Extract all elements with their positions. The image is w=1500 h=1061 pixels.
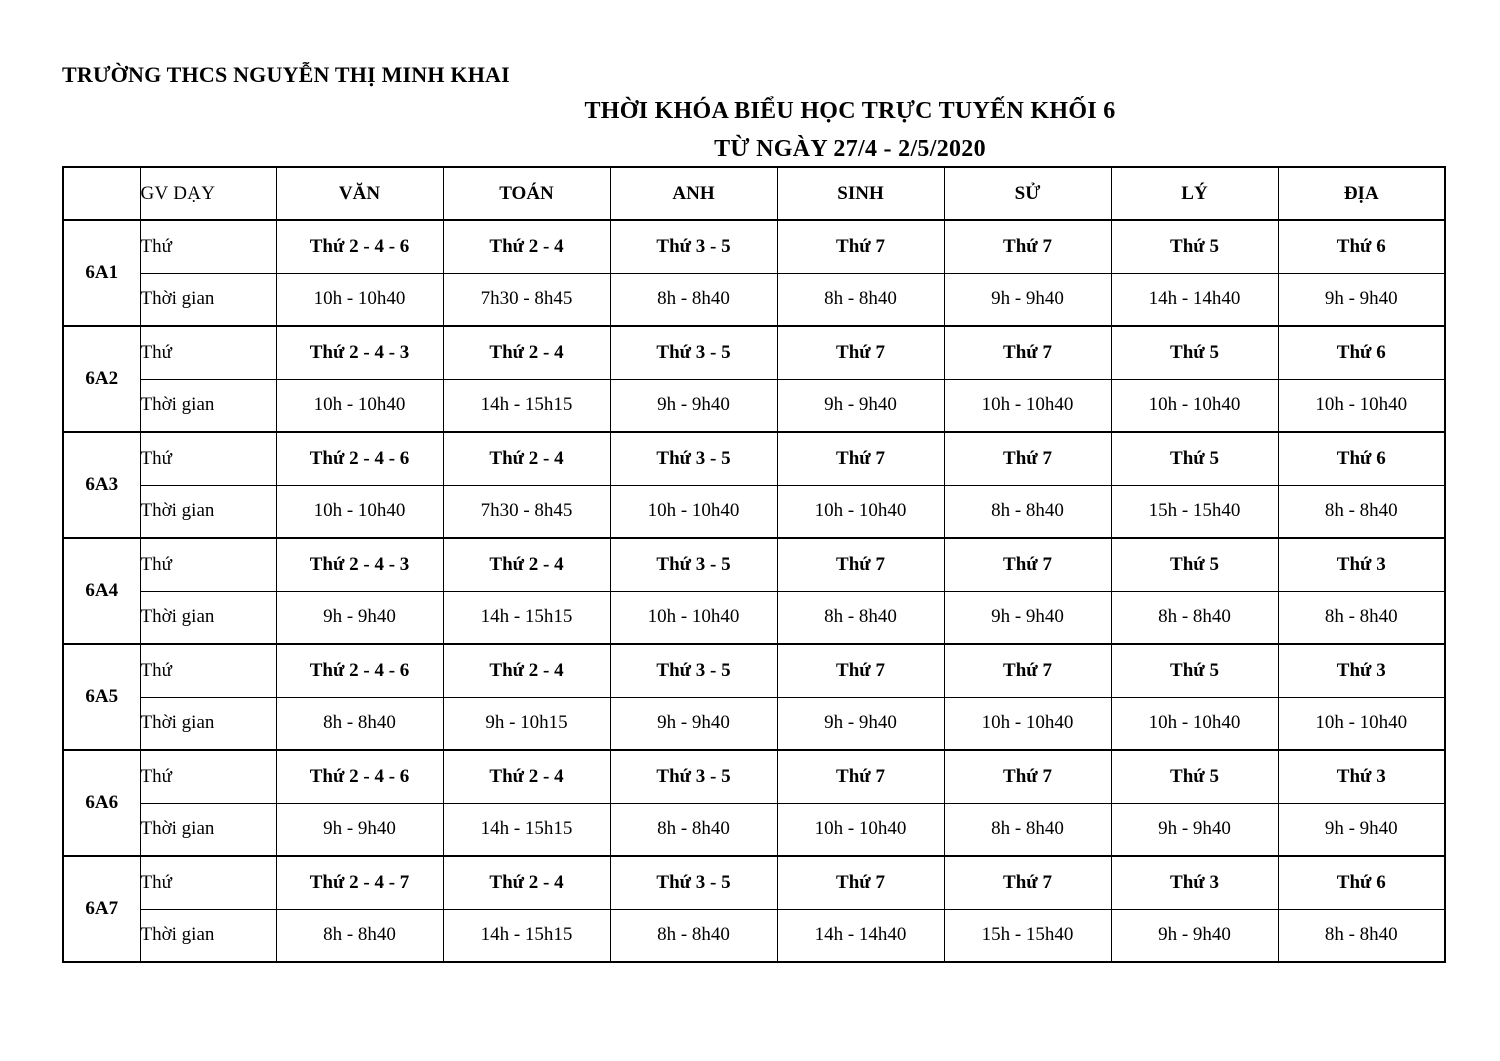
cell-time-6a1-7: 9h - 9h40 xyxy=(1278,273,1445,326)
cell-day-6a6-7: Thứ 3 xyxy=(1278,750,1445,803)
row-label-day: Thứ xyxy=(140,750,276,803)
header-corner-cell xyxy=(63,167,140,220)
table-row xyxy=(63,644,1445,697)
schedule-table-wrapper xyxy=(62,166,1445,963)
row-label-time: Thời gian xyxy=(140,591,276,644)
cell-time-6a7-7: 8h - 8h40 xyxy=(1278,909,1445,962)
table-row xyxy=(63,432,1445,485)
class-label-6a2: 6A2 xyxy=(63,326,140,432)
cell-time-6a5-7: 10h - 10h40 xyxy=(1278,697,1445,750)
class-label-6a1: 6A1 xyxy=(63,220,140,326)
class-label-6a4: 6A4 xyxy=(63,538,140,644)
row-label-time: Thời gian xyxy=(140,485,276,538)
header-subject-5: SỬ xyxy=(944,167,1111,220)
header-subject-7: ĐỊA xyxy=(1278,167,1445,220)
cell-day-6a7-4: Thứ 7 xyxy=(777,856,944,909)
cell-day-6a6-6: Thứ 5 xyxy=(1111,750,1278,803)
cell-time-6a3-7: 8h - 8h40 xyxy=(1278,485,1445,538)
cell-day-6a1-4: Thứ 7 xyxy=(777,220,944,273)
cell-time-6a6-7: 9h - 9h40 xyxy=(1278,803,1445,856)
cell-time-6a3-3: 10h - 10h40 xyxy=(610,485,777,538)
cell-time-6a3-6: 15h - 15h40 xyxy=(1111,485,1278,538)
cell-time-6a5-6: 10h - 10h40 xyxy=(1111,697,1278,750)
cell-time-6a7-6: 9h - 9h40 xyxy=(1111,909,1278,962)
cell-time-6a2-3: 9h - 9h40 xyxy=(610,379,777,432)
cell-day-6a6-4: Thứ 7 xyxy=(777,750,944,803)
cell-day-6a2-6: Thứ 5 xyxy=(1111,326,1278,379)
cell-time-6a5-1: 8h - 8h40 xyxy=(276,697,443,750)
cell-day-6a1-6: Thứ 5 xyxy=(1111,220,1278,273)
cell-day-6a1-1: Thứ 2 - 4 - 6 xyxy=(276,220,443,273)
cell-day-6a5-3: Thứ 3 - 5 xyxy=(610,644,777,697)
table-row xyxy=(63,909,1445,962)
cell-time-6a2-1: 10h - 10h40 xyxy=(276,379,443,432)
row-label-day: Thứ xyxy=(140,538,276,591)
header-teacher-cell: GV DẠY xyxy=(140,167,276,220)
header-subject-2: TOÁN xyxy=(443,167,610,220)
cell-time-6a6-3: 8h - 8h40 xyxy=(610,803,777,856)
cell-day-6a3-3: Thứ 3 - 5 xyxy=(610,432,777,485)
header-subject-3: ANH xyxy=(610,167,777,220)
cell-day-6a7-5: Thứ 7 xyxy=(944,856,1111,909)
cell-day-6a5-7: Thứ 3 xyxy=(1278,644,1445,697)
cell-day-6a7-3: Thứ 3 - 5 xyxy=(610,856,777,909)
cell-time-6a7-4: 14h - 14h40 xyxy=(777,909,944,962)
cell-time-6a3-5: 8h - 8h40 xyxy=(944,485,1111,538)
cell-day-6a7-6: Thứ 3 xyxy=(1111,856,1278,909)
cell-time-6a6-2: 14h - 15h15 xyxy=(443,803,610,856)
cell-time-6a4-2: 14h - 15h15 xyxy=(443,591,610,644)
cell-day-6a7-1: Thứ 2 - 4 - 7 xyxy=(276,856,443,909)
cell-day-6a3-6: Thứ 5 xyxy=(1111,432,1278,485)
cell-day-6a5-6: Thứ 5 xyxy=(1111,644,1278,697)
table-row xyxy=(63,697,1445,750)
cell-day-6a3-4: Thứ 7 xyxy=(777,432,944,485)
cell-day-6a2-3: Thứ 3 - 5 xyxy=(610,326,777,379)
class-label-6a3: 6A3 xyxy=(63,432,140,538)
school-name: TRƯỜNG THCS NGUYỄN THỊ MINH KHAI xyxy=(62,62,510,87)
table-row xyxy=(63,856,1445,909)
cell-time-6a7-1: 8h - 8h40 xyxy=(276,909,443,962)
cell-day-6a2-5: Thứ 7 xyxy=(944,326,1111,379)
table-row xyxy=(63,326,1445,379)
table-row xyxy=(63,750,1445,803)
cell-day-6a5-4: Thứ 7 xyxy=(777,644,944,697)
cell-time-6a5-3: 9h - 9h40 xyxy=(610,697,777,750)
row-label-day: Thứ xyxy=(140,326,276,379)
class-label-6a7: 6A7 xyxy=(63,856,140,962)
cell-time-6a5-5: 10h - 10h40 xyxy=(944,697,1111,750)
cell-time-6a6-1: 9h - 9h40 xyxy=(276,803,443,856)
table-row xyxy=(63,379,1445,432)
table-row xyxy=(63,485,1445,538)
cell-day-6a5-2: Thứ 2 - 4 xyxy=(443,644,610,697)
cell-time-6a1-1: 10h - 10h40 xyxy=(276,273,443,326)
page-title: THỜI KHÓA BIỂU HỌC TRỰC TUYẾN KHỐI 6 xyxy=(584,98,1116,124)
table-row xyxy=(63,803,1445,856)
row-label-time: Thời gian xyxy=(140,379,276,432)
cell-time-6a4-6: 8h - 8h40 xyxy=(1111,591,1278,644)
cell-time-6a7-2: 14h - 15h15 xyxy=(443,909,610,962)
cell-day-6a6-5: Thứ 7 xyxy=(944,750,1111,803)
row-label-day: Thứ xyxy=(140,644,276,697)
row-label-day: Thứ xyxy=(140,856,276,909)
schedule-table xyxy=(62,166,1446,963)
table-row xyxy=(63,220,1445,273)
cell-day-6a2-4: Thứ 7 xyxy=(777,326,944,379)
cell-day-6a3-5: Thứ 7 xyxy=(944,432,1111,485)
cell-day-6a6-1: Thứ 2 - 4 - 6 xyxy=(276,750,443,803)
table-row xyxy=(63,538,1445,591)
cell-time-6a6-5: 8h - 8h40 xyxy=(944,803,1111,856)
title-block xyxy=(300,96,1400,164)
cell-day-6a5-1: Thứ 2 - 4 - 6 xyxy=(276,644,443,697)
cell-day-6a3-2: Thứ 2 - 4 xyxy=(443,432,610,485)
cell-time-6a2-7: 10h - 10h40 xyxy=(1278,379,1445,432)
row-label-day: Thứ xyxy=(140,432,276,485)
cell-time-6a5-2: 9h - 10h15 xyxy=(443,697,610,750)
cell-time-6a6-6: 9h - 9h40 xyxy=(1111,803,1278,856)
header-subject-6: LÝ xyxy=(1111,167,1278,220)
row-label-day: Thứ xyxy=(140,220,276,273)
cell-time-6a4-7: 8h - 8h40 xyxy=(1278,591,1445,644)
cell-time-6a4-3: 10h - 10h40 xyxy=(610,591,777,644)
cell-day-6a4-2: Thứ 2 - 4 xyxy=(443,538,610,591)
row-label-time: Thời gian xyxy=(140,909,276,962)
cell-day-6a4-4: Thứ 7 xyxy=(777,538,944,591)
cell-day-6a1-7: Thứ 6 xyxy=(1278,220,1445,273)
row-label-time: Thời gian xyxy=(140,803,276,856)
table-header-row xyxy=(63,167,1445,220)
cell-time-6a5-4: 9h - 9h40 xyxy=(777,697,944,750)
table-row xyxy=(63,273,1445,326)
cell-day-6a4-3: Thứ 3 - 5 xyxy=(610,538,777,591)
table-row xyxy=(63,591,1445,644)
cell-day-6a1-2: Thứ 2 - 4 xyxy=(443,220,610,273)
cell-day-6a3-7: Thứ 6 xyxy=(1278,432,1445,485)
header-subject-4: SINH xyxy=(777,167,944,220)
cell-time-6a2-5: 10h - 10h40 xyxy=(944,379,1111,432)
cell-day-6a6-2: Thứ 2 - 4 xyxy=(443,750,610,803)
class-label-6a6: 6A6 xyxy=(63,750,140,856)
cell-day-6a3-1: Thứ 2 - 4 - 6 xyxy=(276,432,443,485)
cell-time-6a2-6: 10h - 10h40 xyxy=(1111,379,1278,432)
cell-day-6a5-5: Thứ 7 xyxy=(944,644,1111,697)
row-label-time: Thời gian xyxy=(140,697,276,750)
cell-time-6a2-2: 14h - 15h15 xyxy=(443,379,610,432)
cell-day-6a2-2: Thứ 2 - 4 xyxy=(443,326,610,379)
cell-time-6a4-1: 9h - 9h40 xyxy=(276,591,443,644)
cell-day-6a4-6: Thứ 5 xyxy=(1111,538,1278,591)
cell-day-6a6-3: Thứ 3 - 5 xyxy=(610,750,777,803)
cell-day-6a4-7: Thứ 3 xyxy=(1278,538,1445,591)
cell-time-6a3-2: 7h30 - 8h45 xyxy=(443,485,610,538)
header-subject-1: VĂN xyxy=(276,167,443,220)
cell-day-6a4-1: Thứ 2 - 4 - 3 xyxy=(276,538,443,591)
cell-time-6a2-4: 9h - 9h40 xyxy=(777,379,944,432)
cell-time-6a3-1: 10h - 10h40 xyxy=(276,485,443,538)
cell-time-6a7-5: 15h - 15h40 xyxy=(944,909,1111,962)
cell-time-6a6-4: 10h - 10h40 xyxy=(777,803,944,856)
cell-day-6a7-7: Thứ 6 xyxy=(1278,856,1445,909)
cell-time-6a1-5: 9h - 9h40 xyxy=(944,273,1111,326)
cell-time-6a4-4: 8h - 8h40 xyxy=(777,591,944,644)
cell-time-6a1-4: 8h - 8h40 xyxy=(777,273,944,326)
cell-day-6a2-7: Thứ 6 xyxy=(1278,326,1445,379)
cell-day-6a1-3: Thứ 3 - 5 xyxy=(610,220,777,273)
cell-time-6a1-3: 8h - 8h40 xyxy=(610,273,777,326)
cell-time-6a3-4: 10h - 10h40 xyxy=(777,485,944,538)
cell-time-6a4-5: 9h - 9h40 xyxy=(944,591,1111,644)
page-subtitle: TỪ NGÀY 27/4 - 2/5/2020 xyxy=(714,136,986,162)
class-label-6a5: 6A5 xyxy=(63,644,140,750)
cell-day-6a7-2: Thứ 2 - 4 xyxy=(443,856,610,909)
cell-day-6a2-1: Thứ 2 - 4 - 3 xyxy=(276,326,443,379)
cell-day-6a4-5: Thứ 7 xyxy=(944,538,1111,591)
cell-day-6a1-5: Thứ 7 xyxy=(944,220,1111,273)
cell-time-6a7-3: 8h - 8h40 xyxy=(610,909,777,962)
cell-time-6a1-6: 14h - 14h40 xyxy=(1111,273,1278,326)
row-label-time: Thời gian xyxy=(140,273,276,326)
cell-time-6a1-2: 7h30 - 8h45 xyxy=(443,273,610,326)
